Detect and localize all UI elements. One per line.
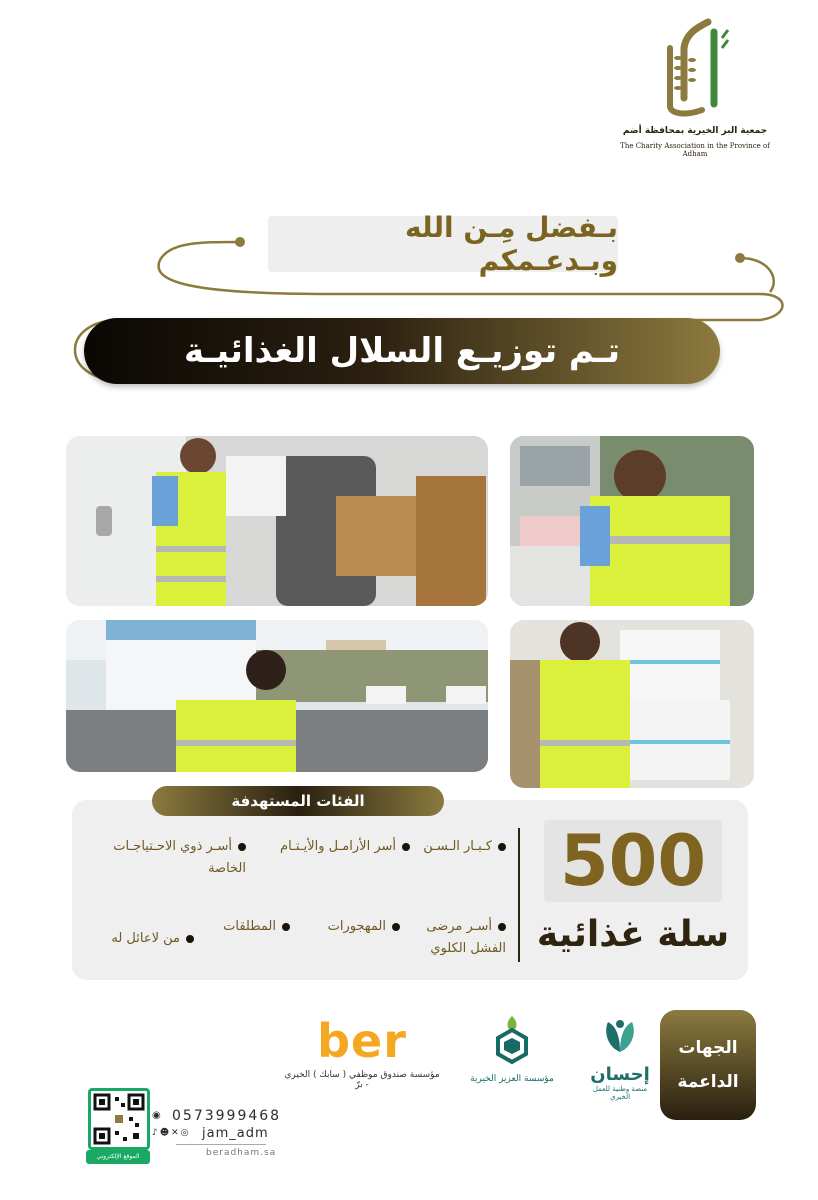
photo-volunteer-stacking-boxes	[510, 620, 754, 788]
sponsor-ber	[282, 1016, 442, 1106]
phone-number[interactable]: 0573999468	[172, 1108, 282, 1124]
azhar-caption: مؤسسة العزيز الخيرية	[470, 1074, 554, 1084]
org-name-english: The Charity Association in the Province of Adham	[620, 142, 770, 158]
ber-logo-text: ber	[317, 1014, 407, 1068]
social-icons-row	[152, 1128, 191, 1138]
category-item	[290, 916, 400, 938]
azhar-foundation-logo-icon	[484, 1012, 540, 1068]
category-label: أسـر مرضى الفشل الكلوي	[426, 919, 506, 956]
category-item	[86, 928, 194, 950]
bullet-icon	[392, 923, 400, 931]
photo-volunteer-carrying-box	[66, 620, 488, 772]
sponsor-azhar-foundation	[450, 1012, 574, 1112]
sponsors-heading	[660, 1010, 756, 1120]
instagram-icon[interactable]: ◎	[180, 1128, 191, 1138]
bullet-icon	[402, 843, 410, 851]
sponsors-heading-line2: الداعمة	[677, 1072, 739, 1092]
category-item	[416, 836, 506, 858]
bullet-icon	[238, 843, 246, 851]
x-icon[interactable]: ✕	[171, 1128, 181, 1138]
category-item	[270, 836, 410, 858]
category-label: من لاعائل له	[111, 931, 180, 946]
photo-volunteer-loading-van	[66, 436, 488, 606]
org-logo	[620, 18, 770, 158]
contact-divider	[176, 1144, 266, 1145]
sponsors-heading-line1: الجهات	[678, 1038, 738, 1058]
category-label: أسر الأرامـل والأيـتـام	[280, 839, 396, 854]
sponsor-ehsan	[582, 1016, 658, 1116]
ehsan-leaf-icon	[600, 1016, 640, 1056]
snapchat-icon[interactable]: ☻	[159, 1128, 172, 1138]
ehsan-tagline: منصة وطنية للعمل الخيري	[592, 1085, 648, 1101]
social-handle[interactable]: jam_adm	[202, 1126, 269, 1141]
org-name-arabic: جمعية البر الخيرية بمحافظة أضم	[622, 126, 768, 136]
category-label: المطلقات	[223, 919, 276, 934]
category-label: المهجورات	[327, 919, 386, 934]
panel-divider	[518, 828, 520, 962]
category-label: كـبـار الـسـن	[423, 839, 492, 854]
basket-count: 500	[544, 820, 722, 902]
qr-label: الموقع الإلكتروني	[86, 1150, 150, 1164]
whatsapp-icon[interactable]: ◉	[152, 1110, 161, 1121]
category-item	[86, 836, 246, 880]
bullet-icon	[498, 923, 506, 931]
website-link[interactable]: beradham.sa	[206, 1148, 277, 1158]
bullet-icon	[498, 843, 506, 851]
wheat-logo-icon	[656, 18, 736, 118]
category-item	[400, 916, 506, 960]
bullet-icon	[282, 923, 290, 931]
basket-count-label: سلة غذائية	[536, 913, 730, 955]
photo-volunteer-loading-truck	[510, 436, 754, 606]
hero-subtitle: بـفضل مِـن الله وبـدعـمكم	[268, 216, 618, 272]
tiktok-icon[interactable]: ♪	[152, 1128, 160, 1138]
qr-code-icon[interactable]	[88, 1088, 150, 1150]
hero-title: تـم توزيـع السلال الغذائيـة	[84, 318, 720, 384]
category-label: أسـر ذوي الاحـتياجـات الخاصة	[113, 839, 246, 876]
ber-caption: مؤسسة صندوق موظفي ( سابك ) الخيري - برّ	[284, 1070, 440, 1090]
bullet-icon	[186, 935, 194, 943]
ehsan-name: إحسان	[590, 1064, 650, 1085]
target-groups-heading: الفئات المستهدفة	[152, 786, 444, 816]
category-item	[200, 916, 290, 938]
